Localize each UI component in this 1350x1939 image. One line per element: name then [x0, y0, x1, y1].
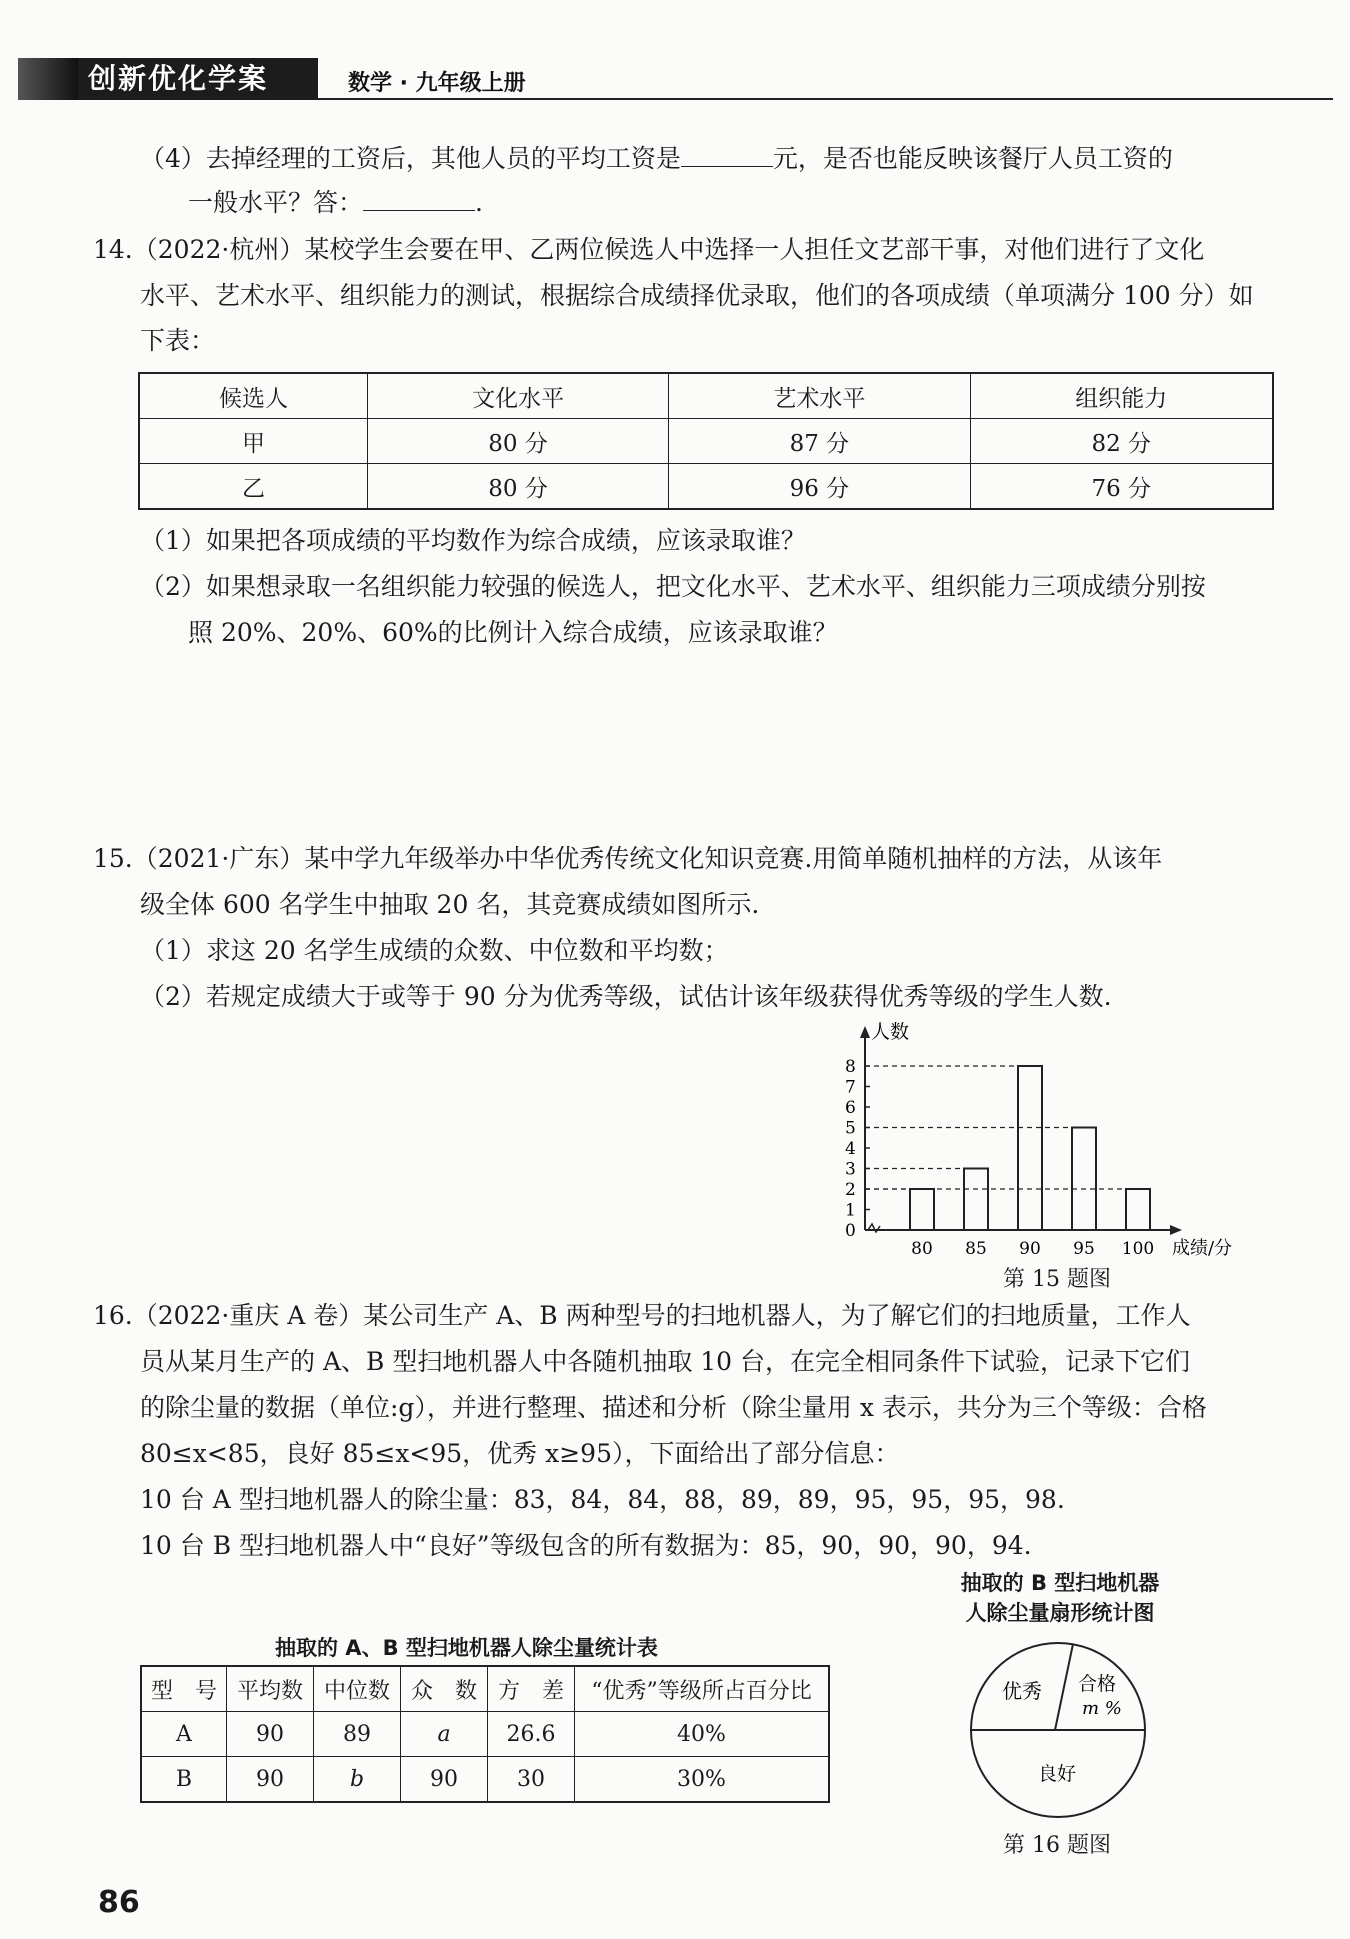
table-cell: 90 [227, 1757, 314, 1803]
q13-p4-text-b: 元，是否也能反映该餐厅人员工资的 [772, 144, 1173, 173]
table-cell: b [314, 1757, 401, 1803]
table-row [139, 464, 1273, 510]
q16-line2: 员从某月生产的 A、B 型扫地机器人中各随机抽取 10 台，在完全相同条件下试验，记录下它们 [140, 1347, 1191, 1376]
table-cell: 76 分 [970, 464, 1273, 510]
bar [1126, 1189, 1150, 1230]
table-header-row [139, 373, 1273, 419]
table-row [139, 419, 1273, 464]
q13-part4-line1 [140, 143, 1173, 175]
x-axis-arrow [1170, 1225, 1182, 1235]
bar-chart-svg [820, 1018, 1280, 1293]
pie-label-excellent: 优秀 [1002, 1679, 1042, 1703]
q16-line4: 80≤x<85，良好 85≤x<95，优秀 x≥95），下面给出了部分信息： [140, 1439, 900, 1468]
table-header-cell: 艺术水平 [669, 373, 970, 419]
header-rule [318, 98, 1333, 100]
table-cell: 96 分 [669, 464, 970, 510]
q13-p4-text-d: . [475, 188, 483, 217]
q16-line6: 10 台 B 型扫地机器人中“良好”等级包含的所有数据为：85，90，90，90，94. [140, 1531, 1032, 1560]
table-header-cell: 方 差 [488, 1666, 575, 1712]
q14-part1: （1）如果把各项成绩的平均数作为综合成绩，应该录取谁？ [140, 526, 806, 555]
y-tick-label: 0 [845, 1221, 856, 1241]
table-cell: 乙 [139, 464, 367, 510]
y-tick-label: 7 [845, 1077, 856, 1098]
y-tick-label: 3 [845, 1159, 856, 1180]
answer-blank[interactable] [681, 144, 773, 167]
table-cell: 40% [575, 1712, 830, 1757]
x-tick-label: 80 [911, 1239, 933, 1259]
table-header-cell: 文化水平 [367, 373, 668, 419]
subject-title: 数学 · 九年级上册 [348, 71, 526, 96]
q13-part4-line2 [188, 187, 483, 219]
q16-line1: 16.（2022·重庆 A 卷）某公司生产 A、B 两种型号的扫地机器人，为了解它们的扫地质量，工作人 [93, 1301, 1191, 1330]
pie-title-line2: 人除尘量扇形统计图 [965, 1601, 1155, 1625]
bar [910, 1189, 934, 1230]
pie-title-line1: 抽取的 B 型扫地机器 [960, 1571, 1160, 1595]
pie-label-pass: 合格 [1078, 1673, 1117, 1695]
pie-title [940, 1568, 1180, 1628]
x-tick-label: 85 [965, 1239, 987, 1259]
table-row [141, 1712, 829, 1757]
table-row [141, 1757, 829, 1803]
q15-part2: （2）若规定成绩大于或等于 90 分为优秀等级，试估计该年级获得优秀等级的学生人数. [140, 982, 1112, 1011]
table-cell: 90 [401, 1757, 488, 1803]
table-header-cell: “优秀”等级所占百分比 [575, 1666, 830, 1712]
x-tick-label: 100 [1121, 1239, 1155, 1259]
pie-label-good: 良好 [1038, 1763, 1077, 1785]
q15-caption: 第 15 题图 [1003, 1267, 1111, 1292]
x-tick-label: 90 [1019, 1239, 1041, 1259]
y-tick-label: 2 [845, 1180, 856, 1200]
y-tick-label: 6 [845, 1098, 856, 1118]
brand-stripe [18, 58, 78, 100]
table-header-cell: 组织能力 [970, 373, 1273, 419]
table-header-cell: 平均数 [227, 1666, 314, 1712]
y-tick-label: 8 [845, 1057, 856, 1077]
table-cell: 80 分 [367, 464, 668, 510]
q15-line2: 级全体 600 名学生中抽取 20 名，其竞赛成绩如图所示. [140, 890, 760, 919]
q14-part2-line1: （2）如果想录取一名组织能力较强的候选人，把文化水平、艺术水平、组织能力三项成绩分别按 [140, 572, 1206, 601]
x-axis-label: 成绩/分 [1171, 1238, 1233, 1259]
table-header-cell: 中位数 [314, 1666, 401, 1712]
q13-p4-text-c: 一般水平？答： [188, 188, 364, 217]
page-header [18, 58, 1333, 100]
brand-logo: 创新优化学案 [18, 58, 318, 100]
table-header-cell: 候选人 [139, 373, 367, 419]
table-cell: 26.6 [488, 1712, 575, 1757]
y-axis-arrow [860, 1026, 870, 1038]
y-tick-label: 5 [845, 1118, 856, 1139]
q16-line5: 10 台 A 型扫地机器人的除尘量：83，84，84，88，89，89，95，95，95，98. [140, 1485, 1065, 1514]
bar [1018, 1066, 1042, 1230]
q13-p4-text-a: （4）去掉经理的工资后，其他人员的平均工资是 [140, 144, 681, 173]
q15-line1: 15.（2021·广东）某中学九年级举办中华优秀传统文化知识竞赛.用简单随机抽样的方法，从该年 [93, 844, 1163, 873]
table-cell: 30 [488, 1757, 575, 1803]
table-cell: 82 分 [970, 419, 1273, 464]
table-cell: 90 [227, 1712, 314, 1757]
q14-line2: 水平、艺术水平、组织能力的测试，根据综合成绩择优录取，他们的各项成绩（单项满分 100 分）如 [140, 281, 1254, 310]
table-header-cell: 型 号 [141, 1666, 227, 1712]
table-cell: B [141, 1757, 227, 1803]
y-tick-label: 4 [845, 1139, 856, 1159]
table-cell: 甲 [139, 419, 367, 464]
q16-robot-table [140, 1665, 830, 1803]
q16-pie-chart [960, 1640, 1160, 1820]
table-cell: A [141, 1712, 227, 1757]
bar [964, 1169, 988, 1231]
x-tick-label: 95 [1073, 1239, 1095, 1259]
q16-line3: 的除尘量的数据（单位:g），并进行整理、描述和分析（除尘量用 x 表示，共分为三个等级：合格 [140, 1393, 1207, 1422]
q14-part2-line2: 照 20%、20%、60%的比例计入综合成绩，应该录取谁？ [188, 618, 838, 647]
table-cell: 30% [575, 1757, 830, 1803]
bar [1072, 1128, 1096, 1231]
table-cell: a [401, 1712, 488, 1757]
q15-bar-chart [820, 1018, 1280, 1293]
table-cell: 87 分 [669, 419, 970, 464]
q15-part1: （1）求这 20 名学生成绩的众数、中位数和平均数； [140, 936, 729, 965]
pie-divider [1055, 1644, 1073, 1730]
table-header-cell: 众 数 [401, 1666, 488, 1712]
q14-line1: 14.（2022·杭州）某校学生会要在甲、乙两位候选人中选择一人担任文艺部干事，对他们进行了文化 [93, 235, 1205, 264]
table-cell: 80 分 [367, 419, 668, 464]
table-cell: 89 [314, 1712, 401, 1757]
q14-score-table [138, 372, 1274, 510]
robot-table-title: 抽取的 A、B 型扫地机器人除尘量统计表 [275, 1636, 658, 1660]
q14-line3: 下表： [140, 326, 216, 355]
q16-caption: 第 16 题图 [1003, 1833, 1111, 1858]
table-header-row [141, 1666, 829, 1712]
pie-label-pass-pct: m % [1082, 1698, 1122, 1719]
answer-blank[interactable] [363, 188, 475, 211]
y-axis-label: 人数 [871, 1021, 910, 1043]
page-number: 86 [98, 1885, 140, 1920]
y-tick-label: 1 [845, 1200, 856, 1221]
